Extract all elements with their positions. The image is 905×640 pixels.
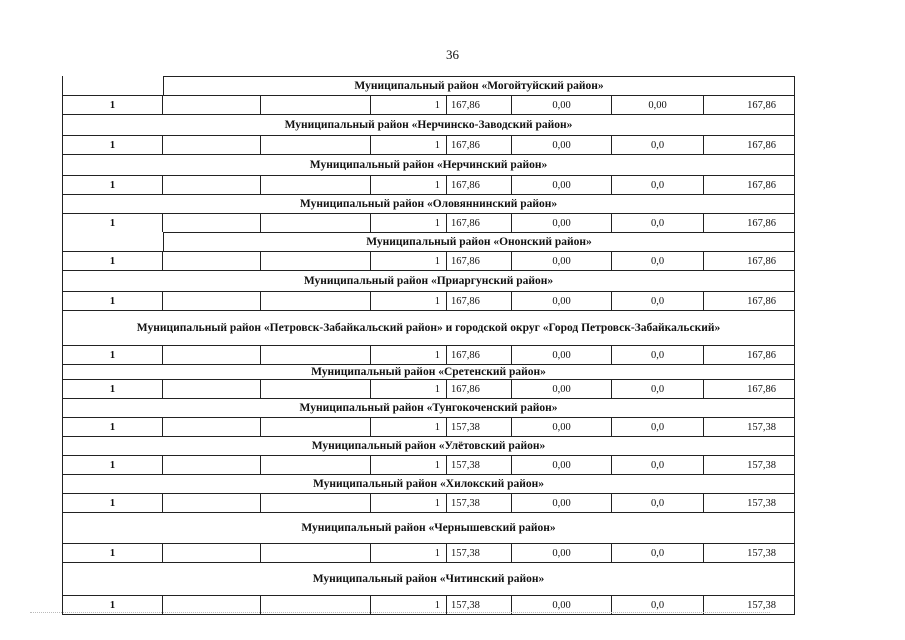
table-row xyxy=(63,213,794,232)
table-cell: 1 xyxy=(371,346,447,364)
table-cell: 167,86 xyxy=(747,99,776,111)
table-cell: 1 xyxy=(63,96,163,114)
table-cell: 0,0 xyxy=(612,252,704,270)
table-cell: 0,00 xyxy=(612,96,704,114)
table-cell: 0,0 xyxy=(612,214,704,232)
table-cell: 0,0 xyxy=(612,346,704,364)
scan-artifact-line xyxy=(30,612,770,615)
table-cell: 157,38 xyxy=(447,456,512,474)
table-cell: 157,38 xyxy=(747,459,776,471)
table-row xyxy=(63,455,794,474)
table-cell: 167,86 xyxy=(447,214,512,232)
table-row xyxy=(63,493,794,512)
table-row xyxy=(63,291,794,310)
table-row xyxy=(63,417,794,436)
district-section xyxy=(63,436,794,474)
district-title: Муниципальный район «Нерчинско-Заводский район» xyxy=(63,114,794,135)
table-row xyxy=(63,345,794,364)
table-row xyxy=(63,135,794,154)
district-section xyxy=(63,194,794,232)
table-cell xyxy=(261,176,371,194)
district-title: Муниципальный район «Чернышевский район» xyxy=(63,512,794,543)
district-section xyxy=(63,474,794,512)
district-title: Муниципальный район «Сретенский район» xyxy=(63,364,794,379)
table-cell: 0,00 xyxy=(512,96,612,114)
table-row xyxy=(63,379,794,398)
table-cell: 0,00 xyxy=(512,214,612,232)
table-cell xyxy=(163,544,261,562)
table-cell: 0,00 xyxy=(512,346,612,364)
district-title: Муниципальный район «Тунгокоченский район» xyxy=(63,398,794,417)
table-cell xyxy=(163,380,261,398)
table-cell xyxy=(163,418,261,436)
table-cell: 1 xyxy=(63,346,163,364)
table-row xyxy=(63,175,794,194)
table-cell xyxy=(261,292,371,310)
table-cell: 167,86 xyxy=(447,136,512,154)
table-cell: 157,38 xyxy=(747,421,776,433)
table-cell: 157,38 xyxy=(447,544,512,562)
table-cell: 167,86 xyxy=(747,179,776,191)
table-cell: 167,86 xyxy=(447,292,512,310)
table-cell: 167,86 xyxy=(747,217,776,229)
table-cell: 1 xyxy=(63,596,163,614)
district-section xyxy=(63,310,794,364)
district-title: Муниципальный район «Приаргунский район» xyxy=(63,270,794,291)
table-cell: 0,00 xyxy=(512,494,612,512)
table-cell: 1 xyxy=(63,176,163,194)
district-section xyxy=(63,398,794,436)
table-cell: 0,0 xyxy=(612,544,704,562)
table-cell: 0,00 xyxy=(512,292,612,310)
table-cell xyxy=(163,494,261,512)
district-section xyxy=(63,232,794,270)
table-cell: 167,86 xyxy=(447,96,512,114)
table-cell: 1 xyxy=(371,96,447,114)
table-cell: 167,86 xyxy=(447,380,512,398)
table-cell xyxy=(261,96,371,114)
table-cell: 157,38 xyxy=(447,418,512,436)
table-cell: 1 xyxy=(371,252,447,270)
table-cell: 0,00 xyxy=(512,176,612,194)
table-cell: 1 xyxy=(371,292,447,310)
table-cell: 1 xyxy=(371,176,447,194)
table-cell: 1 xyxy=(63,214,163,232)
table-cell xyxy=(163,456,261,474)
table-cell xyxy=(261,418,371,436)
table-cell: 1 xyxy=(63,418,163,436)
district-title: Муниципальный район «Читинский район» xyxy=(63,562,794,595)
table-cell: 167,86 xyxy=(447,176,512,194)
table-cell: 1 xyxy=(371,380,447,398)
district-section xyxy=(63,562,794,614)
table-cell: 1 xyxy=(63,494,163,512)
table-cell: 0,0 xyxy=(612,176,704,194)
table-cell: 157,38 xyxy=(447,596,512,614)
district-section xyxy=(63,364,794,398)
table-cell: 167,86 xyxy=(747,255,776,267)
table-cell: 0,0 xyxy=(612,494,704,512)
district-title: Муниципальный район «Хилокский район» xyxy=(63,474,794,493)
district-title: Муниципальный район «Петровск-Забайкальский район» и городской округ «Город Петровск-Забайкальский» xyxy=(63,310,794,345)
table-cell xyxy=(261,252,371,270)
table-cell: 1 xyxy=(371,544,447,562)
table-cell: 0,00 xyxy=(512,544,612,562)
table-cell: 0,00 xyxy=(512,252,612,270)
table-cell: 0,0 xyxy=(612,380,704,398)
table-cell: 1 xyxy=(63,292,163,310)
district-title: Муниципальный район «Улётовский район» xyxy=(63,436,794,455)
district-section xyxy=(63,114,794,154)
table-cell xyxy=(261,380,371,398)
table-cell: 1 xyxy=(371,596,447,614)
table-cell xyxy=(163,252,261,270)
page-number: 36 xyxy=(446,47,459,62)
district-title: Муниципальный район «Нерчинский район» xyxy=(63,154,794,175)
table-cell: 0,0 xyxy=(612,596,704,614)
table-cell xyxy=(261,456,371,474)
table-cell: 0,0 xyxy=(612,136,704,154)
table-cell: 167,86 xyxy=(747,295,776,307)
table-cell xyxy=(261,136,371,154)
table-cell xyxy=(163,346,261,364)
table-cell xyxy=(163,292,261,310)
table-cell: 157,38 xyxy=(747,599,776,611)
table-cell: 1 xyxy=(63,136,163,154)
table-cell: 167,86 xyxy=(447,346,512,364)
table-cell xyxy=(261,346,371,364)
district-section xyxy=(63,270,794,310)
table-cell xyxy=(163,214,261,232)
table-cell: 0,0 xyxy=(612,456,704,474)
district-section xyxy=(63,76,794,114)
table-row xyxy=(63,95,794,114)
table-cell xyxy=(261,214,371,232)
table-cell: 0,0 xyxy=(612,418,704,436)
table-cell xyxy=(163,96,261,114)
district-title: Муниципальный район «Оловяннинский район» xyxy=(63,194,794,213)
table-cell: 157,38 xyxy=(747,497,776,509)
district-section xyxy=(63,154,794,194)
table-cell: 0,00 xyxy=(512,596,612,614)
table-cell: 1 xyxy=(371,456,447,474)
table-cell: 1 xyxy=(371,136,447,154)
table-cell xyxy=(261,544,371,562)
district-section xyxy=(63,512,794,562)
table-cell: 1 xyxy=(63,544,163,562)
table-cell: 1 xyxy=(63,252,163,270)
table-cell: 167,86 xyxy=(447,252,512,270)
table-cell: 167,86 xyxy=(747,349,776,361)
table-cell: 0,00 xyxy=(512,136,612,154)
district-title: Муниципальный район «Могойтуйский район» xyxy=(163,76,794,95)
table-cell xyxy=(163,176,261,194)
table-cell: 167,86 xyxy=(747,383,776,395)
table-cell: 157,38 xyxy=(747,547,776,559)
table-row xyxy=(63,251,794,270)
table-cell: 0,00 xyxy=(512,418,612,436)
table-cell: 1 xyxy=(371,494,447,512)
table-cell: 0,00 xyxy=(512,456,612,474)
district-title: Муниципальный район «Ононский район» xyxy=(163,232,794,251)
table-row xyxy=(63,543,794,562)
table-cell: 1 xyxy=(371,418,447,436)
table-cell: 0,0 xyxy=(612,292,704,310)
table-cell: 1 xyxy=(63,456,163,474)
table-cell xyxy=(163,136,261,154)
table-cell: 167,86 xyxy=(747,139,776,151)
table-cell: 0,00 xyxy=(512,380,612,398)
table-cell: 1 xyxy=(63,380,163,398)
table-cell: 1 xyxy=(371,214,447,232)
document-table xyxy=(62,76,795,615)
table-cell xyxy=(261,494,371,512)
table-cell: 157,38 xyxy=(447,494,512,512)
